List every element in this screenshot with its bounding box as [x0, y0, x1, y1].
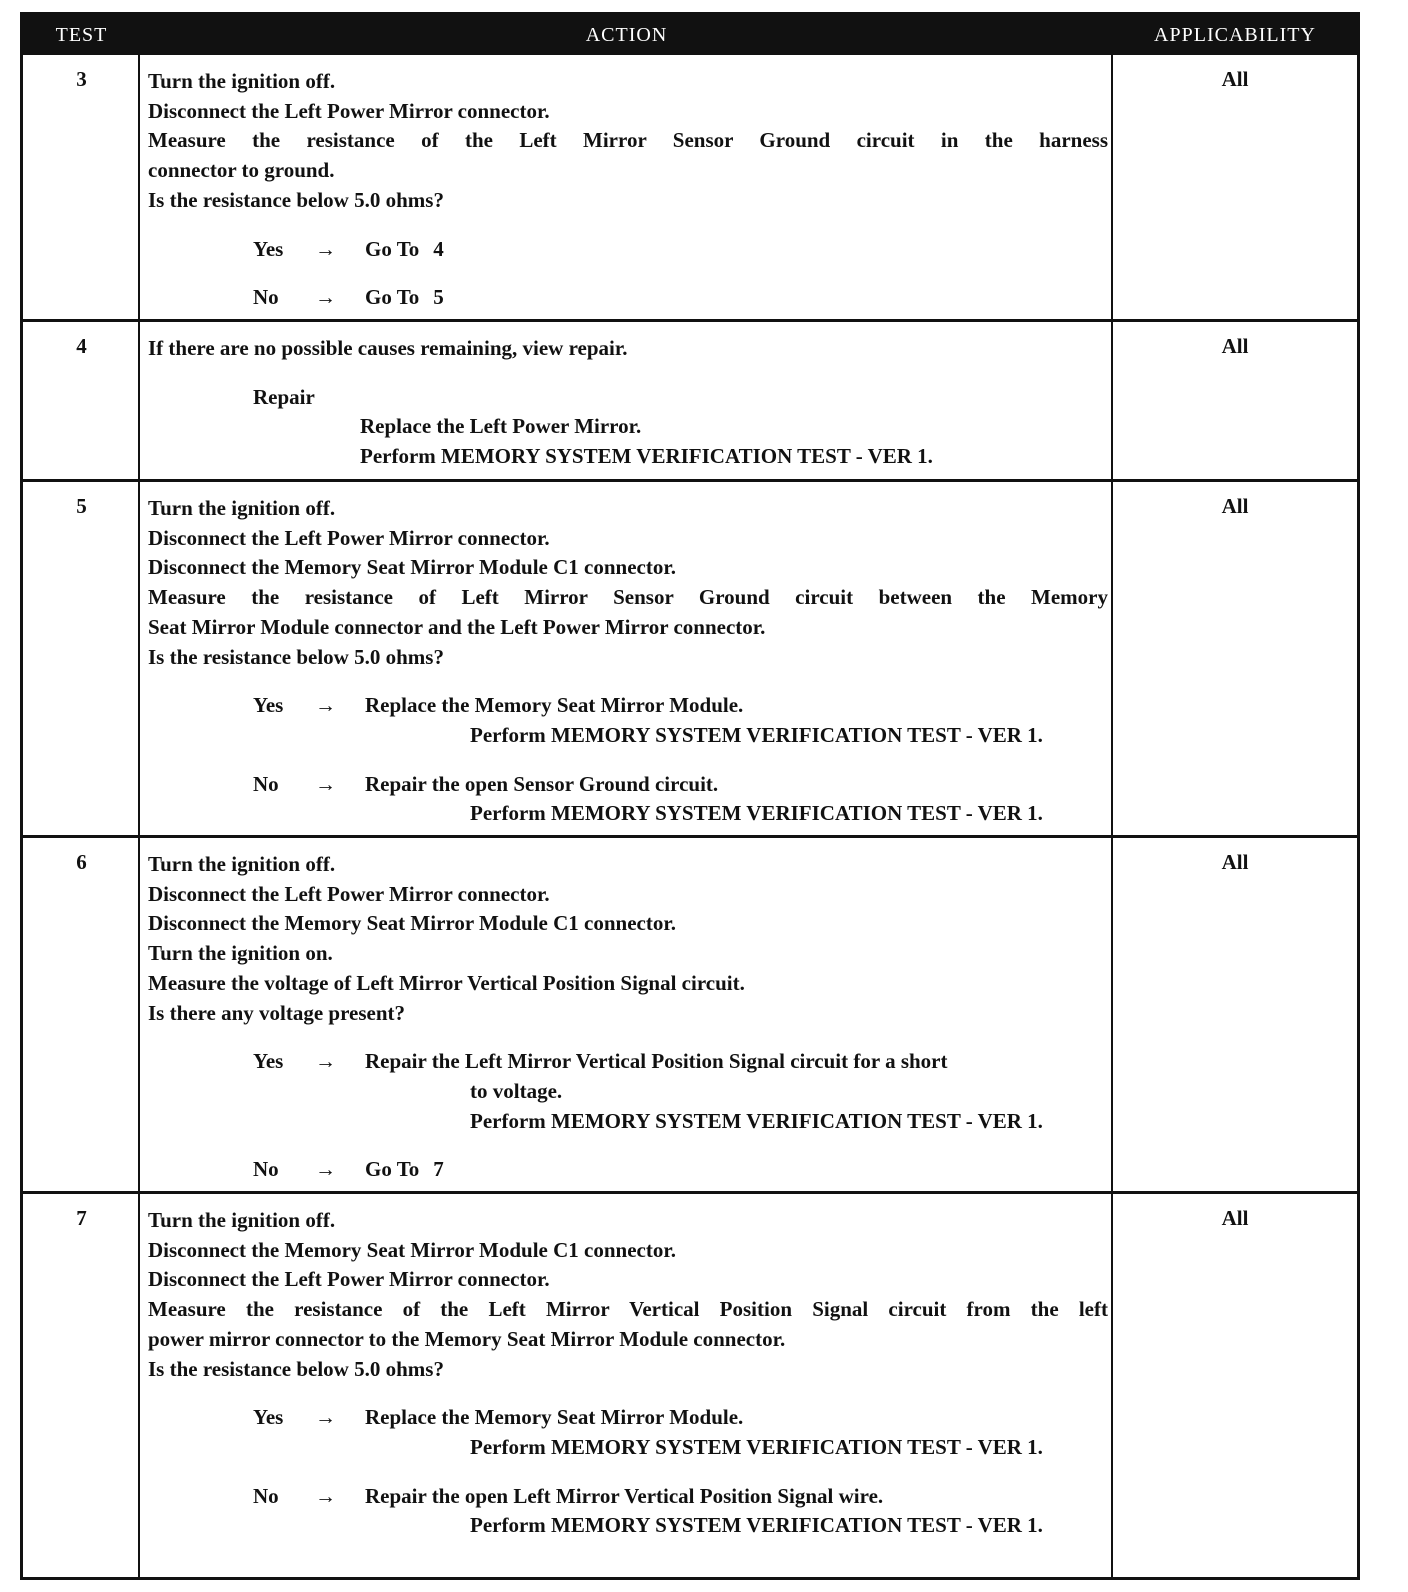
- step-text: Disconnect the Memory Seat Mirror Module C1 connector.: [148, 1237, 676, 1262]
- step-text: power mirror connector to the Memory Seat Mirror Module connector.: [148, 1326, 786, 1351]
- result-text: to voltage.: [470, 1078, 563, 1103]
- step-text: Turn the ignition off.: [148, 69, 336, 93]
- step-text: Measure the resistance of the Left Mirror Vertical Position Signal circuit from the left: [148, 1297, 1108, 1322]
- applicability-value: All: [1221, 334, 1249, 358]
- header-applicability: APPLICABILITY: [1154, 24, 1316, 46]
- goto-text: Go To: [365, 285, 420, 310]
- repair-label: Repair: [253, 384, 315, 409]
- arrow-icon: →: [315, 285, 336, 310]
- result-text: Perform MEMORY SYSTEM VERIFICATION TEST - VER 1.: [470, 1108, 1043, 1133]
- arrow-icon: →: [315, 1049, 336, 1074]
- applicability-value: All: [1221, 850, 1249, 874]
- action-cell: [148, 334, 1108, 472]
- result-text: Perform MEMORY SYSTEM VERIFICATION TEST - VER 1.: [470, 1513, 1043, 1538]
- no-option: [148, 283, 1108, 313]
- result-text: Perform MEMORY SYSTEM VERIFICATION TEST - VER 1.: [470, 1434, 1043, 1459]
- goto-text: Go To: [365, 236, 420, 261]
- step-text: Disconnect the Left Power Mirror connector.: [148, 881, 550, 906]
- step-text: Measure the resistance of the Left Mirror Sensor Ground circuit in the harness: [148, 128, 1108, 153]
- repair-step: Perform MEMORY SYSTEM VERIFICATION TEST - VER 1.: [360, 444, 933, 469]
- repair-step: Replace the Left Power Mirror.: [360, 414, 642, 439]
- table-header: [23, 15, 1357, 55]
- step-text: Turn the ignition off.: [148, 496, 336, 520]
- applicability-value: All: [1221, 494, 1249, 518]
- table-row: [23, 838, 1357, 1191]
- result-text: Repair the open Left Mirror Vertical Position Signal wire.: [365, 1483, 884, 1508]
- step-text: Disconnect the Memory Seat Mirror Module C1 connector.: [148, 555, 676, 580]
- result-text: Perform MEMORY SYSTEM VERIFICATION TEST - VER 1.: [470, 722, 1043, 747]
- result-text: Replace the Memory Seat Mirror Module.: [365, 1405, 744, 1430]
- goto-target: 7: [433, 1157, 444, 1182]
- yes-option: [148, 1047, 1108, 1136]
- arrow-icon: →: [315, 693, 336, 718]
- goto-target: 4: [433, 236, 444, 261]
- header-action: ACTION: [585, 24, 668, 46]
- yes-label: Yes: [253, 1049, 284, 1074]
- result-text: Replace the Memory Seat Mirror Module.: [365, 693, 744, 718]
- step-text: Turn the ignition off.: [148, 1208, 336, 1232]
- step-text: Seat Mirror Module connector and the Left Power Mirror connector.: [148, 614, 766, 639]
- no-label: No: [253, 771, 279, 796]
- action-cell: [148, 67, 1108, 313]
- goto-target: 5: [433, 285, 444, 310]
- yes-option: [148, 235, 1108, 265]
- no-option: [148, 1482, 1108, 1541]
- applicability-value: All: [1221, 67, 1249, 91]
- step-text: Disconnect the Left Power Mirror connector.: [148, 1267, 550, 1292]
- arrow-icon: →: [315, 1405, 336, 1430]
- step-text: Is there any voltage present?: [148, 1000, 406, 1025]
- step-text: Is the resistance below 5.0 ohms?: [148, 187, 444, 212]
- action-cell: [148, 850, 1108, 1185]
- arrow-icon: →: [315, 1483, 336, 1508]
- header-test: TEST: [55, 24, 108, 46]
- result-text: Repair the open Sensor Ground circuit.: [365, 771, 719, 796]
- step-text: Measure the resistance of Left Mirror Sensor Ground circuit between the Memory: [148, 585, 1108, 610]
- no-option: [148, 770, 1108, 829]
- step-text: Disconnect the Memory Seat Mirror Module C1 connector.: [148, 911, 676, 936]
- table-row: [23, 1194, 1357, 1577]
- step-text: Disconnect the Left Power Mirror connector.: [148, 525, 550, 550]
- yes-label: Yes: [253, 236, 284, 261]
- no-option: [148, 1155, 1108, 1185]
- no-label: No: [253, 1483, 279, 1508]
- yes-label: Yes: [253, 1405, 284, 1430]
- arrow-icon: →: [315, 771, 336, 796]
- yes-option: [148, 691, 1108, 750]
- result-text: Repair the Left Mirror Vertical Position Signal circuit for a short: [365, 1049, 948, 1074]
- result-text: Perform MEMORY SYSTEM VERIFICATION TEST - VER 1.: [470, 801, 1043, 826]
- table-row: [23, 482, 1357, 835]
- yes-label: Yes: [253, 693, 284, 718]
- test-number: 4: [76, 334, 87, 358]
- yes-option: [148, 1403, 1108, 1462]
- step-text: If there are no possible causes remaining, view repair.: [148, 336, 628, 360]
- arrow-icon: →: [315, 1157, 336, 1182]
- step-text: connector to ground.: [148, 158, 335, 183]
- step-text: Measure the voltage of Left Mirror Vertical Position Signal circuit.: [148, 970, 745, 995]
- goto-text: Go To: [365, 1157, 420, 1182]
- no-label: No: [253, 285, 279, 310]
- test-number: 3: [76, 67, 87, 91]
- action-cell: [148, 1206, 1108, 1541]
- test-number: 5: [76, 494, 87, 518]
- no-label: No: [253, 1157, 279, 1182]
- step-text: Is the resistance below 5.0 ohms?: [148, 1356, 444, 1381]
- step-text: Disconnect the Left Power Mirror connector.: [148, 98, 550, 123]
- applicability-value: All: [1221, 1206, 1249, 1230]
- step-text: Turn the ignition off.: [148, 852, 336, 876]
- table-row: [23, 55, 1357, 319]
- action-cell: [148, 494, 1108, 829]
- test-number: 6: [76, 850, 87, 874]
- arrow-icon: →: [315, 236, 336, 261]
- test-number: 7: [76, 1206, 87, 1230]
- table-row: [23, 322, 1357, 479]
- step-text: Is the resistance below 5.0 ohms?: [148, 644, 444, 669]
- diagnostic-table: [20, 12, 1360, 1580]
- step-text: Turn the ignition on.: [148, 941, 333, 966]
